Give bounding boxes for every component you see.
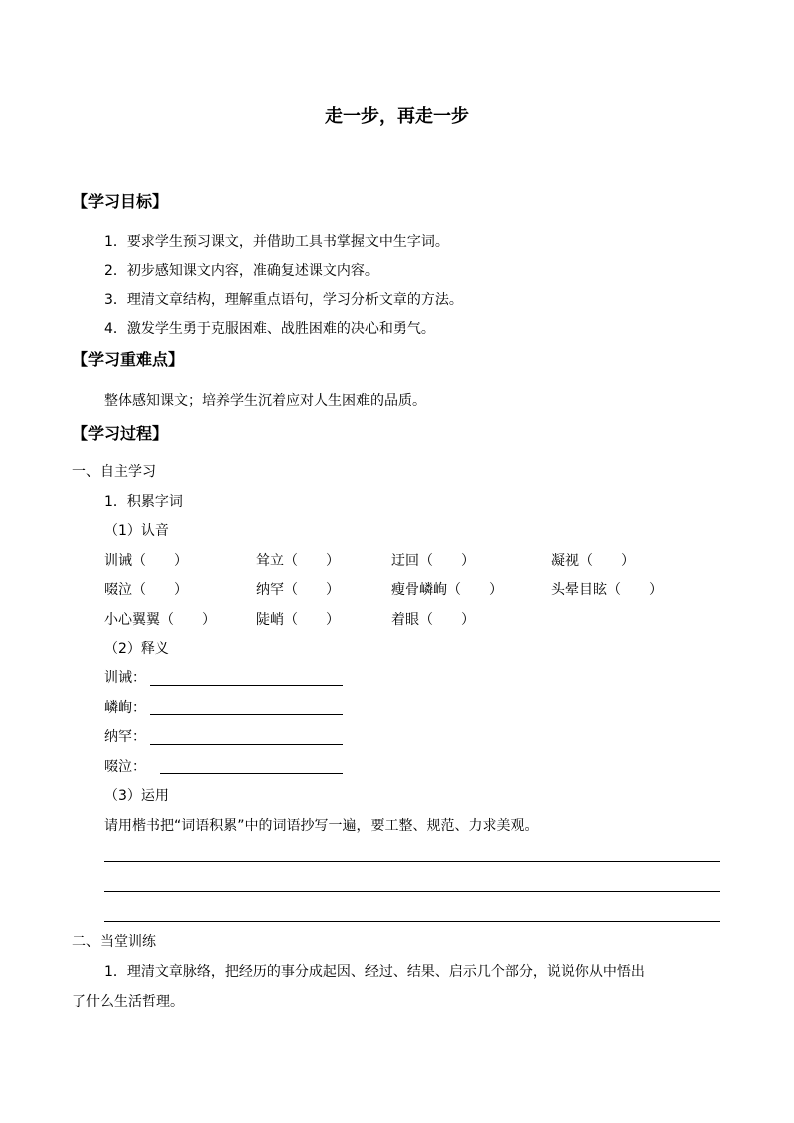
goal-item: 4．激发学生勇于克服困难、战胜困难的决心和勇气。 [104,321,435,337]
question-1-line-1: 1．理清文章脉络，把经历的事分成起因、经过、结果、启示几个部分，说说你从中悟出 [104,964,645,980]
word-item: 着眼（ ） [391,612,475,628]
meaning-term: 纳罕： [104,729,146,745]
goal-item: 1．要求学生预习课文，并借助工具书掌握文中生字词。 [104,234,449,250]
key-points-heading: 【学习重难点】 [72,350,185,369]
usage-label: （3）运用 [104,788,169,804]
page-title: 走一步，再走一步 [325,106,469,127]
goal-item: 2．初步感知课文内容，准确复述课文内容。 [104,263,379,279]
answer-line[interactable] [150,685,343,686]
word-item: 凝视（ ） [551,553,635,569]
word-item: 瘦骨嶙峋（ ） [391,582,503,598]
word-item: 耸立（ ） [256,553,340,569]
word-item: 陡峭（ ） [256,612,340,628]
writing-line[interactable] [104,891,720,892]
meaning-term: 训诫： [104,670,146,686]
word-item: 小心翼翼（ ） [104,612,216,628]
part2-title: 二、当堂训练 [72,934,156,950]
writing-line[interactable] [104,861,720,862]
usage-instruction: 请用楷书把“词语积累”中的词语抄写一遍，要工整、规范、力求美观。 [104,818,539,834]
word-item: 啜泣（ ） [104,582,188,598]
pronounce-label: （1）认音 [104,523,169,539]
answer-line[interactable] [160,773,343,774]
process-heading: 【学习过程】 [72,424,169,443]
writing-line[interactable] [104,921,720,922]
answer-line[interactable] [150,714,343,715]
question-1-line-2: 了什么生活哲理。 [72,994,184,1010]
goal-item: 3．理清文章结构，理解重点语句，学习分析文章的方法。 [104,292,463,308]
word-item: 头晕目眩（ ） [551,582,663,598]
meaning-term: 啜泣： [104,759,146,775]
part1-title: 一、自主学习 [72,464,156,480]
word-item: 训诫（ ） [104,553,188,569]
vocab-subtitle: 1．积累字词 [104,494,183,510]
word-item: 迂回（ ） [391,553,475,569]
word-item: 纳罕（ ） [256,582,340,598]
goals-heading: 【学习目标】 [72,192,169,211]
meaning-term: 嶙峋： [104,700,146,716]
meaning-label: （2）释义 [104,641,169,657]
answer-line[interactable] [150,744,343,745]
key-points-text: 整体感知课文；培养学生沉着应对人生困难的品质。 [104,393,426,409]
